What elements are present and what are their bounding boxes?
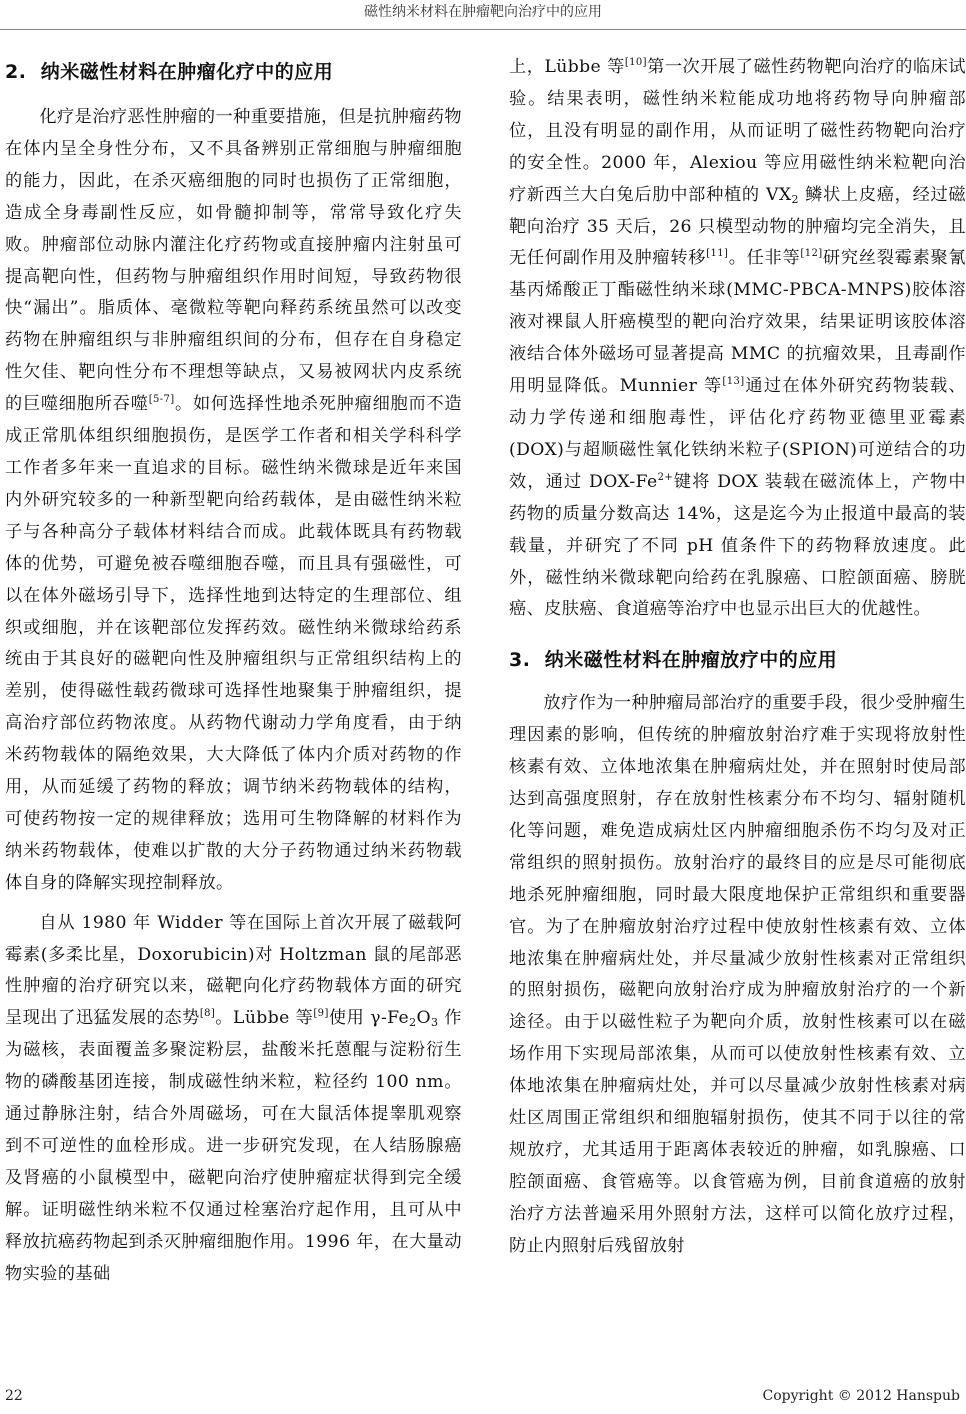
citation: [12] (800, 248, 823, 260)
paragraph-chemo-history (5, 908, 462, 1291)
section-3-number: 3. (509, 649, 531, 672)
text-run: 化疗是治疗恶性肿瘤的一种重要措施，但是抗肿瘤药物在体内呈全身性分布，又不具备辨别正常细胞与肿瘤细胞的能力，因此，在杀灭癌细胞的同时也损伤了正常细胞，造成全身毒副性反应，如骨髓抑制等，常常导致化疗失败。肿瘤部位动脉内灌注化疗药物或直接肿瘤内注射虽可提高靶向性，但药物与肿瘤组织作用时间短，导致药物很快“漏出”。脂质体、毫微粒等靶向释药系统虽然可以改变药物在肿瘤组织与非肿瘤组织间的分布，但存在自身稳定性欠佳、靶向性分布不理想等缺点，又易被网状内皮系统的巨噬细胞所吞噬 (5, 107, 462, 415)
section-2-heading (5, 52, 462, 92)
subscript: 2 (409, 1016, 417, 1030)
right-column (509, 52, 966, 1263)
copyright-notice: Copyright © 2012 Hanspub (762, 1388, 960, 1404)
superscript-ion-charge: 2+ (657, 471, 674, 483)
section-3-heading (509, 640, 966, 680)
text-run: 。如何选择性地杀死肿瘤细胞而不造成正常肌体组织细胞损伤，是医学工作者和相关学科科学工作者多年来一直追求的目标。磁性纳米微球是近年来国内外研究较多的一种新型靶向给药载体，是由磁性纳米粒子与各种高分子载体材料结合而成。此载体既具有药物载体的优势，可避免被吞噬细胞吞噬，而且具有强磁性，可以在体外磁场引导下，选择性地到达特定的生理部位、组织或细胞，并在该靶部位发挥药效。磁性纳米微球给药系统由于其良好的磁靶向性及肿瘤组织与正常组织结构上的差别，使得磁性载药微球可选择性地聚集于肿瘤组织，提高治疗部位药物浓度。从药物代谢动力学角度看，由于纳米药物载体的隔绝效果，大大降低了体内介质对药物的作用，从而延缓了药物的释放；调节纳米药物载体的结构，可使药物按一定的规律释放；选用可生物降解的材料作为纳米药物载体，使难以扩散的大分子药物通过纳米药物载体自身的降解实现控制释放。 (5, 394, 463, 893)
citation: [10] (624, 57, 647, 68)
text-run: 鳞状上皮癌，经过磁靶向治疗 35 天后，26 只模型动物的肿瘤均完全消失，且无任何副作用及肿瘤转移 (509, 184, 966, 269)
text-run: O (416, 1008, 432, 1029)
text-run: 研究丝裂霉素聚氰基丙烯酸正丁酯磁性纳米球(MMC-PBCA-MNPS)胶体溶液对裸鼠人肝癌模型的靶向治疗效果，结果证明该胶体溶液结合体外磁场可显著提高 MMC 的抗瘤效果，且毒副作用明显降低。Munnier 等 (509, 248, 966, 397)
paragraph-radiotherapy: 放疗作为一种肿瘤局部治疗的重要手段，很少受肿瘤生理因素的影响，但传统的肿瘤放射治疗难于实现将放射性核素有效、立体地浓集在肿瘤病灶处，并在照射时使局部达到高强度照射，存在放射性核素分布不均匀、辐射随机化等问题，难免造成病灶区内肿瘤细胞杀伤不均匀及对正常组织的照射损伤。放射治疗的最终目的应是尽可能彻底地杀死肿瘤细胞，同时最大限度地保护正常组织和重要器官。为了在肿瘤放射治疗过程中使放射性核素有效、立体地浓集在肿瘤病灶处，并尽量减少放射性核素对正常组织的照射损伤，磁靶向放射治疗成为肿瘤放射治疗的一个新途径。由于以磁性粒子为靶向介质，放射性核素可以在磁场作用下实现局部浓集，从而可以使放射性核素有效、立体地浓集在肿瘤病灶处，并可以尽量减少放射性核素对病灶区周围正常组织和细胞辐射损伤，使其不同于以往的常规放疗，尤其适用于距离体表较近的肿瘤，如乳腺癌、口腔颌面癌、食管癌等。以食管癌为例，目前食道癌的放射治疗方法普遍采用外照射方法，这样可以简化放疗过程，防止内照射后残留放射 (509, 693, 966, 1256)
text-run: 。Lübbe 等 (215, 1008, 314, 1029)
page-number: 22 (5, 1388, 23, 1404)
left-column (5, 52, 462, 1291)
text-run: 。任非等 (728, 248, 801, 269)
section-2-number: 2. (5, 61, 27, 83)
paragraph-chemo-continued (509, 52, 966, 626)
text-run: 自从 1980 年 Widder 等在国际上首次开展了磁载阿霉素(多柔比星，Doxorubicin)对 Holtzman 鼠的尾部恶性肿瘤的治疗研究以来，磁靶向化疗药物载体方面的研究呈现出了迅猛发展的态势 (5, 912, 462, 1029)
text-run: 使用 γ-Fe (328, 1008, 410, 1029)
text-run: 键将 DOX 装载在磁流体上，产物中药物的质量分数高达 14%，这是迄今为止报道中最高的装载量，并研究了不同 pH 值条件下的药物释放速度。此外，磁性纳米微球靶向给药在乳腺癌、口腔颌面癌、膀胱癌、皮肤癌、食道癌等治疗中也显示出巨大的优越性。 (509, 471, 966, 620)
subscript: 3 (431, 1016, 439, 1030)
running-header (0, 0, 966, 30)
running-title: 磁性纳米材料在肿瘤靶向治疗中的应用 (364, 4, 602, 20)
citation: [8] (199, 1008, 216, 1020)
text-run: 通过在体外研究药物装载、动力学传递和细胞毒性，评估化疗药物亚德里亚霉素(DOX)与超顺磁性氧化铁纳米粒子(SPION)可逆结合的功效，通过 DOX-Fe (509, 376, 966, 492)
paragraph-chemo-intro (5, 102, 462, 900)
citation: [11] (706, 248, 729, 260)
text-run: 作为磁核，表面覆盖多聚淀粉层，盐酸米托蒽醌与淀粉衍生物的磷酸基团连接，制成磁性纳米粒，粒径约 100 nm。通过静脉注射，结合外周磁场，可在大鼠活体提睾肌观察到不可逆性的血栓形成。进一步研究发现，在人结肠腺癌及肾癌的小鼠模型中，磁靶向治疗使肿瘤症状得到完全缓解。证明磁性纳米粒不仅通过栓塞治疗起作用，且可从中释放抗癌药物起到杀灭肿瘤细胞作用。1996 年，在大量动物实验的基础 (5, 1008, 463, 1284)
citation: [5-7] (148, 394, 175, 406)
citation: [9] (313, 1008, 329, 1020)
text-run: 上，Lübbe 等 (509, 57, 625, 77)
subscript: 2 (791, 192, 799, 206)
citation: [13] (722, 376, 745, 388)
section-2-title: 纳米磁性材料在肿瘤化疗中的应用 (40, 61, 334, 83)
text-run: 第一次开展了磁性药物靶向治疗的临床试验。结果表明，磁性纳米粒能成功地将药物导向肿瘤部位，且没有明显的副作用，从而证明了磁性药物靶向治疗的安全性。2000 年，Alexiou 等应用磁性纳米粒靶向治疗新西兰大白兔后肋中部种植的 VX (509, 57, 966, 205)
section-3-title: 纳米磁性材料在肿瘤放疗中的应用 (544, 649, 838, 672)
